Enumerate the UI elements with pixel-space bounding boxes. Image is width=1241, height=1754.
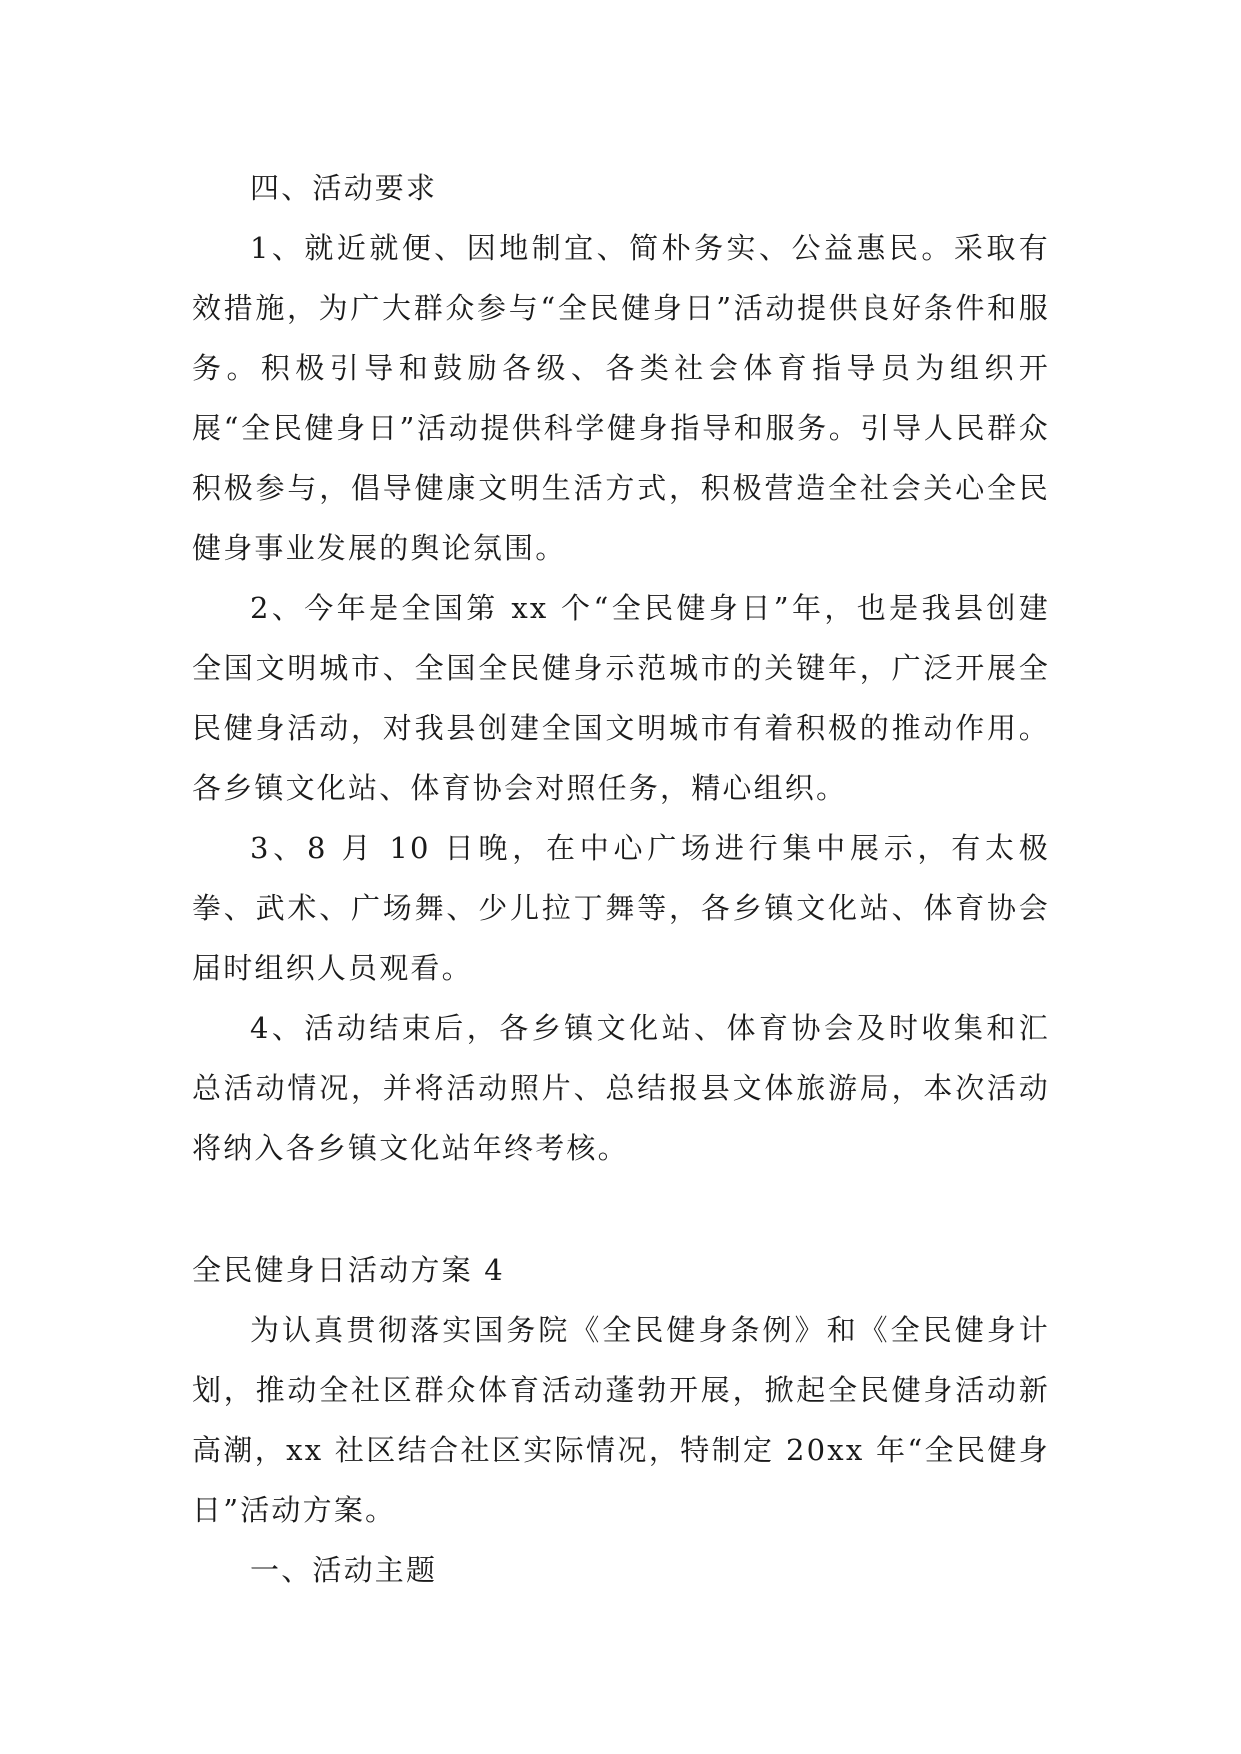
plan-intro-paragraph: 为认真贯彻落实国务院《全民健身条例》和《全民健身计划，推动全社区群众体育活动蓬勃开展，掀起全民健身活动新高潮，xx 社区结合社区实际情况，特制定 20xx 年“全民健身日”活动方案。 <box>192 1313 1050 1527</box>
plan-title: 全民健身日活动方案 4 <box>192 1253 505 1287</box>
requirement-item-1: 1、就近就便、因地制宜、简朴务实、公益惠民。采取有效措施，为广大群众参与“全民健身日”活动提供良好条件和服务。积极引导和鼓励各级、各类社会体育指导员为组织开展“全民健身日”活动提供科学健身指导和服务。引导人民群众积极参与，倡导健康文明生活方式，积极营造全社会关心全民健身事业发展的舆论氛围。 <box>192 231 1050 565</box>
section-heading-requirements: 四、活动要求 <box>250 171 438 205</box>
requirement-item-4: 4、活动结束后，各乡镇文化站、体育协会及时收集和汇总活动情况，并将活动照片、总结报县文体旅游局，本次活动将纳入各乡镇文化站年终考核。 <box>192 1011 1050 1165</box>
requirement-item-2: 2、今年是全国第 xx 个“全民健身日”年，也是我县创建全国文明城市、全国全民健身示范城市的关键年，广泛开展全民健身活动，对我县创建全国文明城市有着积极的推动作用。各乡镇文化站、体育协会对照任务，精心组织。 <box>192 591 1050 805</box>
requirement-item-3: 3、8 月 10 日晚，在中心广场进行集中展示，有太极拳、武术、广场舞、少儿拉丁舞等，各乡镇文化站、体育协会届时组织人员观看。 <box>192 831 1050 985</box>
document-body <box>192 158 1050 1600</box>
section-heading-theme: 一、活动主题 <box>250 1553 438 1587</box>
